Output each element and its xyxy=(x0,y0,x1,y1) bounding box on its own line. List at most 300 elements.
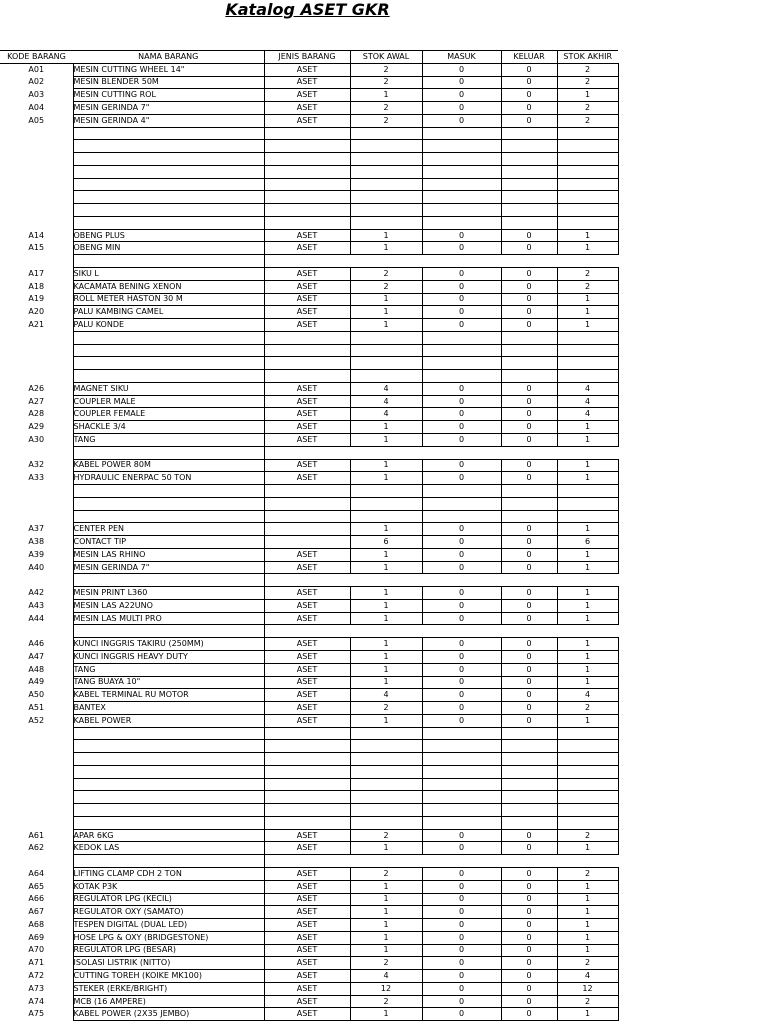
kode-cell[interactable]: A28 xyxy=(28,409,45,419)
masuk-cell[interactable]: 0 xyxy=(422,714,501,727)
nama-cell[interactable]: KACAMATA BENING XENON xyxy=(73,280,264,293)
jenis-cell[interactable]: ASET xyxy=(264,919,350,932)
keluar-cell[interactable]: 0 xyxy=(501,650,557,663)
stok-akhir-cell[interactable]: 1 xyxy=(557,638,618,651)
kode-cell[interactable]: A73 xyxy=(28,983,45,993)
jenis-cell[interactable]: ASET xyxy=(264,676,350,689)
stok-awal-cell[interactable]: 1 xyxy=(350,459,422,472)
nama-cell[interactable]: MESIN GERINDA 4" xyxy=(73,114,264,127)
keluar-cell[interactable] xyxy=(501,357,557,370)
masuk-cell[interactable] xyxy=(422,778,501,791)
keluar-cell[interactable]: 0 xyxy=(501,702,557,715)
jenis-cell[interactable] xyxy=(264,816,350,829)
jenis-cell[interactable]: ASET xyxy=(264,982,350,995)
kode-cell[interactable] xyxy=(0,497,73,510)
masuk-cell[interactable]: 0 xyxy=(422,1008,501,1021)
stok-awal-cell[interactable]: 1 xyxy=(350,523,422,536)
stok-awal-cell[interactable]: 1 xyxy=(350,548,422,561)
kode-cell[interactable]: A04 xyxy=(28,102,45,112)
keluar-cell[interactable] xyxy=(501,510,557,523)
kode-cell[interactable]: A37 xyxy=(28,524,45,534)
stok-akhir-cell[interactable] xyxy=(557,255,618,268)
masuk-cell[interactable]: 0 xyxy=(422,689,501,702)
stok-awal-cell[interactable] xyxy=(350,331,422,344)
masuk-cell[interactable] xyxy=(422,446,501,459)
kode-cell[interactable]: A17 xyxy=(28,268,45,278)
stok-akhir-cell[interactable] xyxy=(557,765,618,778)
stok-akhir-cell[interactable]: 1 xyxy=(557,293,618,306)
jenis-cell[interactable]: ASET xyxy=(264,382,350,395)
stok-akhir-cell[interactable] xyxy=(557,216,618,229)
stok-akhir-cell[interactable]: 2 xyxy=(557,268,618,281)
keluar-cell[interactable] xyxy=(501,778,557,791)
nama-cell[interactable] xyxy=(73,574,264,587)
kode-cell[interactable] xyxy=(0,791,73,804)
stok-awal-cell[interactable]: 2 xyxy=(350,280,422,293)
masuk-cell[interactable]: 0 xyxy=(422,650,501,663)
nama-cell[interactable] xyxy=(73,216,264,229)
keluar-cell[interactable] xyxy=(501,216,557,229)
stok-awal-cell[interactable]: 1 xyxy=(350,714,422,727)
stok-awal-cell[interactable]: 1 xyxy=(350,293,422,306)
masuk-cell[interactable]: 0 xyxy=(422,676,501,689)
nama-cell[interactable] xyxy=(73,740,264,753)
stok-akhir-cell[interactable]: 6 xyxy=(557,536,618,549)
keluar-cell[interactable]: 0 xyxy=(501,931,557,944)
stok-awal-cell[interactable]: 1 xyxy=(350,880,422,893)
kode-cell[interactable] xyxy=(0,216,73,229)
stok-awal-cell[interactable]: 1 xyxy=(350,306,422,319)
stok-awal-cell[interactable]: 4 xyxy=(350,689,422,702)
keluar-cell[interactable]: 0 xyxy=(501,472,557,485)
masuk-cell[interactable]: 0 xyxy=(422,102,501,115)
jenis-cell[interactable] xyxy=(264,574,350,587)
keluar-cell[interactable]: 0 xyxy=(501,459,557,472)
header-stok-akhir[interactable]: STOK AKHIR xyxy=(557,51,618,64)
stok-akhir-cell[interactable]: 2 xyxy=(557,868,618,881)
masuk-cell[interactable]: 0 xyxy=(422,395,501,408)
masuk-cell[interactable] xyxy=(422,331,501,344)
stok-akhir-cell[interactable] xyxy=(557,727,618,740)
stok-akhir-cell[interactable] xyxy=(557,510,618,523)
nama-cell[interactable]: PALU KAMBING CAMEL xyxy=(73,306,264,319)
stok-awal-cell[interactable]: 1 xyxy=(350,893,422,906)
nama-cell[interactable]: STEKER (ERKE/BRIGHT) xyxy=(73,982,264,995)
stok-awal-cell[interactable]: 1 xyxy=(350,421,422,434)
kode-cell[interactable] xyxy=(0,191,73,204)
nama-cell[interactable] xyxy=(73,510,264,523)
stok-awal-cell[interactable] xyxy=(350,204,422,217)
stok-awal-cell[interactable]: 12 xyxy=(350,982,422,995)
jenis-cell[interactable]: ASET xyxy=(264,893,350,906)
jenis-cell[interactable]: ASET xyxy=(264,268,350,281)
stok-awal-cell[interactable] xyxy=(350,370,422,383)
nama-cell[interactable]: MESIN CUTTING WHEEL 14" xyxy=(73,63,264,76)
nama-cell[interactable]: KABEL POWER (2X35 JEMBO) xyxy=(73,1008,264,1021)
masuk-cell[interactable] xyxy=(422,127,501,140)
nama-cell[interactable]: MESIN LAS MULTI PRO xyxy=(73,612,264,625)
nama-cell[interactable]: BANTEX xyxy=(73,702,264,715)
nama-cell[interactable]: TESPEN DIGITAL (DUAL LED) xyxy=(73,919,264,932)
masuk-cell[interactable]: 0 xyxy=(422,408,501,421)
kode-cell[interactable]: A47 xyxy=(28,651,45,661)
nama-cell[interactable] xyxy=(73,778,264,791)
masuk-cell[interactable]: 0 xyxy=(422,880,501,893)
jenis-cell[interactable]: ASET xyxy=(264,842,350,855)
jenis-cell[interactable]: ASET xyxy=(264,459,350,472)
masuk-cell[interactable]: 0 xyxy=(422,638,501,651)
keluar-cell[interactable]: 0 xyxy=(501,944,557,957)
kode-cell[interactable]: A48 xyxy=(28,664,45,674)
stok-akhir-cell[interactable]: 1 xyxy=(557,548,618,561)
nama-cell[interactable] xyxy=(73,753,264,766)
jenis-cell[interactable]: ASET xyxy=(264,395,350,408)
masuk-cell[interactable] xyxy=(422,204,501,217)
masuk-cell[interactable] xyxy=(422,357,501,370)
masuk-cell[interactable] xyxy=(422,753,501,766)
stok-akhir-cell[interactable] xyxy=(557,127,618,140)
nama-cell[interactable] xyxy=(73,625,264,638)
keluar-cell[interactable] xyxy=(501,331,557,344)
nama-cell[interactable] xyxy=(73,344,264,357)
nama-cell[interactable]: KEDOK LAS xyxy=(73,842,264,855)
kode-cell[interactable]: A44 xyxy=(28,613,45,623)
stok-akhir-cell[interactable]: 1 xyxy=(557,944,618,957)
masuk-cell[interactable]: 0 xyxy=(422,382,501,395)
stok-awal-cell[interactable]: 2 xyxy=(350,957,422,970)
masuk-cell[interactable]: 0 xyxy=(422,944,501,957)
keluar-cell[interactable]: 0 xyxy=(501,1008,557,1021)
nama-cell[interactable]: TANG xyxy=(73,663,264,676)
stok-akhir-cell[interactable]: 1 xyxy=(557,561,618,574)
kode-cell[interactable]: A05 xyxy=(28,115,45,125)
masuk-cell[interactable]: 0 xyxy=(422,421,501,434)
nama-cell[interactable]: MESIN LAS RHINO xyxy=(73,548,264,561)
kode-cell[interactable]: A18 xyxy=(28,281,45,291)
masuk-cell[interactable]: 0 xyxy=(422,280,501,293)
stok-awal-cell[interactable]: 2 xyxy=(350,829,422,842)
jenis-cell[interactable]: ASET xyxy=(264,1008,350,1021)
masuk-cell[interactable] xyxy=(422,791,501,804)
jenis-cell[interactable]: ASET xyxy=(264,906,350,919)
masuk-cell[interactable]: 0 xyxy=(422,587,501,600)
stok-awal-cell[interactable]: 2 xyxy=(350,114,422,127)
jenis-cell[interactable] xyxy=(264,523,350,536)
kode-cell[interactable] xyxy=(0,804,73,817)
masuk-cell[interactable] xyxy=(422,370,501,383)
stok-akhir-cell[interactable] xyxy=(557,804,618,817)
jenis-cell[interactable] xyxy=(264,255,350,268)
stok-akhir-cell[interactable]: 1 xyxy=(557,319,618,332)
keluar-cell[interactable]: 0 xyxy=(501,76,557,89)
masuk-cell[interactable]: 0 xyxy=(422,599,501,612)
stok-akhir-cell[interactable]: 4 xyxy=(557,395,618,408)
kode-cell[interactable] xyxy=(0,344,73,357)
stok-awal-cell[interactable] xyxy=(350,446,422,459)
keluar-cell[interactable] xyxy=(501,855,557,868)
nama-cell[interactable]: ROLL METER HASTON 30 M xyxy=(73,293,264,306)
stok-akhir-cell[interactable]: 1 xyxy=(557,893,618,906)
keluar-cell[interactable] xyxy=(501,140,557,153)
nama-cell[interactable] xyxy=(73,331,264,344)
nama-cell[interactable]: TANG BUAYA 10" xyxy=(73,676,264,689)
keluar-cell[interactable] xyxy=(501,165,557,178)
stok-akhir-cell[interactable]: 1 xyxy=(557,663,618,676)
stok-akhir-cell[interactable] xyxy=(557,791,618,804)
jenis-cell[interactable] xyxy=(264,357,350,370)
stok-awal-cell[interactable]: 1 xyxy=(350,1008,422,1021)
masuk-cell[interactable]: 0 xyxy=(422,319,501,332)
nama-cell[interactable]: MAGNET SIKU xyxy=(73,382,264,395)
nama-cell[interactable] xyxy=(73,140,264,153)
jenis-cell[interactable] xyxy=(264,625,350,638)
kode-cell[interactable]: A71 xyxy=(28,958,45,968)
jenis-cell[interactable]: ASET xyxy=(264,76,350,89)
nama-cell[interactable]: MESIN GERINDA 7" xyxy=(73,561,264,574)
kode-cell[interactable] xyxy=(0,165,73,178)
stok-awal-cell[interactable] xyxy=(350,816,422,829)
kode-cell[interactable]: A69 xyxy=(28,932,45,942)
stok-akhir-cell[interactable]: 1 xyxy=(557,714,618,727)
stok-akhir-cell[interactable] xyxy=(557,574,618,587)
jenis-cell[interactable]: ASET xyxy=(264,957,350,970)
stok-akhir-cell[interactable] xyxy=(557,191,618,204)
stok-awal-cell[interactable]: 1 xyxy=(350,612,422,625)
jenis-cell[interactable]: ASET xyxy=(264,587,350,600)
kode-cell[interactable] xyxy=(0,140,73,153)
keluar-cell[interactable] xyxy=(501,446,557,459)
kode-cell[interactable]: A50 xyxy=(28,690,45,700)
masuk-cell[interactable] xyxy=(422,765,501,778)
stok-akhir-cell[interactable] xyxy=(557,140,618,153)
stok-awal-cell[interactable]: 1 xyxy=(350,944,422,957)
stok-akhir-cell[interactable] xyxy=(557,625,618,638)
nama-cell[interactable]: REGULATOR LPG (BESAR) xyxy=(73,944,264,957)
keluar-cell[interactable] xyxy=(501,370,557,383)
keluar-cell[interactable]: 0 xyxy=(501,829,557,842)
masuk-cell[interactable]: 0 xyxy=(422,229,501,242)
masuk-cell[interactable]: 0 xyxy=(422,523,501,536)
nama-cell[interactable]: APAR 6KG xyxy=(73,829,264,842)
kode-cell[interactable]: A64 xyxy=(28,868,45,878)
nama-cell[interactable]: CUTTING TOREH (KOIKE MK100) xyxy=(73,970,264,983)
masuk-cell[interactable]: 0 xyxy=(422,893,501,906)
masuk-cell[interactable] xyxy=(422,855,501,868)
nama-cell[interactable]: COUPLER FEMALE xyxy=(73,408,264,421)
nama-cell[interactable]: MCB (16 AMPERE) xyxy=(73,995,264,1008)
stok-awal-cell[interactable]: 2 xyxy=(350,76,422,89)
stok-akhir-cell[interactable]: 1 xyxy=(557,931,618,944)
masuk-cell[interactable] xyxy=(422,165,501,178)
stok-awal-cell[interactable] xyxy=(350,740,422,753)
masuk-cell[interactable]: 0 xyxy=(422,842,501,855)
keluar-cell[interactable] xyxy=(501,497,557,510)
jenis-cell[interactable] xyxy=(264,804,350,817)
kode-cell[interactable]: A30 xyxy=(28,434,45,444)
jenis-cell[interactable]: ASET xyxy=(264,702,350,715)
nama-cell[interactable]: SIKU L xyxy=(73,268,264,281)
jenis-cell[interactable] xyxy=(264,191,350,204)
kode-cell[interactable]: A66 xyxy=(28,894,45,904)
stok-awal-cell[interactable]: 4 xyxy=(350,970,422,983)
keluar-cell[interactable]: 0 xyxy=(501,433,557,446)
stok-awal-cell[interactable] xyxy=(350,165,422,178)
keluar-cell[interactable]: 0 xyxy=(501,293,557,306)
stok-akhir-cell[interactable]: 1 xyxy=(557,89,618,102)
nama-cell[interactable] xyxy=(73,165,264,178)
masuk-cell[interactable]: 0 xyxy=(422,995,501,1008)
kode-cell[interactable] xyxy=(0,727,73,740)
stok-awal-cell[interactable] xyxy=(350,791,422,804)
stok-awal-cell[interactable] xyxy=(350,255,422,268)
nama-cell[interactable] xyxy=(73,765,264,778)
stok-akhir-cell[interactable] xyxy=(557,344,618,357)
stok-akhir-cell[interactable]: 1 xyxy=(557,523,618,536)
keluar-cell[interactable]: 0 xyxy=(501,536,557,549)
stok-akhir-cell[interactable] xyxy=(557,740,618,753)
kode-cell[interactable]: A26 xyxy=(28,383,45,393)
keluar-cell[interactable] xyxy=(501,153,557,166)
kode-cell[interactable]: A29 xyxy=(28,422,45,432)
masuk-cell[interactable]: 0 xyxy=(422,702,501,715)
keluar-cell[interactable] xyxy=(501,816,557,829)
keluar-cell[interactable]: 0 xyxy=(501,842,557,855)
masuk-cell[interactable]: 0 xyxy=(422,268,501,281)
stok-awal-cell[interactable] xyxy=(350,153,422,166)
masuk-cell[interactable] xyxy=(422,485,501,498)
stok-awal-cell[interactable] xyxy=(350,778,422,791)
keluar-cell[interactable] xyxy=(501,727,557,740)
masuk-cell[interactable] xyxy=(422,574,501,587)
kode-cell[interactable] xyxy=(0,855,73,868)
keluar-cell[interactable] xyxy=(501,485,557,498)
keluar-cell[interactable]: 0 xyxy=(501,689,557,702)
keluar-cell[interactable]: 0 xyxy=(501,319,557,332)
stok-akhir-cell[interactable]: 1 xyxy=(557,587,618,600)
stok-akhir-cell[interactable]: 1 xyxy=(557,459,618,472)
keluar-cell[interactable]: 0 xyxy=(501,663,557,676)
nama-cell[interactable]: KABEL TERMINAL RU MOTOR xyxy=(73,689,264,702)
jenis-cell[interactable]: ASET xyxy=(264,89,350,102)
stok-awal-cell[interactable]: 2 xyxy=(350,63,422,76)
kode-cell[interactable] xyxy=(0,255,73,268)
stok-awal-cell[interactable] xyxy=(350,485,422,498)
masuk-cell[interactable]: 0 xyxy=(422,306,501,319)
masuk-cell[interactable]: 0 xyxy=(422,906,501,919)
jenis-cell[interactable]: ASET xyxy=(264,114,350,127)
masuk-cell[interactable]: 0 xyxy=(422,663,501,676)
jenis-cell[interactable]: ASET xyxy=(264,599,350,612)
stok-akhir-cell[interactable]: 1 xyxy=(557,676,618,689)
jenis-cell[interactable]: ASET xyxy=(264,880,350,893)
masuk-cell[interactable]: 0 xyxy=(422,459,501,472)
stok-awal-cell[interactable] xyxy=(350,178,422,191)
jenis-cell[interactable] xyxy=(264,127,350,140)
jenis-cell[interactable]: ASET xyxy=(264,229,350,242)
stok-akhir-cell[interactable]: 1 xyxy=(557,599,618,612)
masuk-cell[interactable]: 0 xyxy=(422,561,501,574)
stok-awal-cell[interactable]: 1 xyxy=(350,919,422,932)
stok-awal-cell[interactable]: 4 xyxy=(350,408,422,421)
kode-cell[interactable] xyxy=(0,765,73,778)
nama-cell[interactable]: COUPLER MALE xyxy=(73,395,264,408)
stok-akhir-cell[interactable]: 1 xyxy=(557,472,618,485)
masuk-cell[interactable] xyxy=(422,255,501,268)
masuk-cell[interactable] xyxy=(422,140,501,153)
jenis-cell[interactable]: ASET xyxy=(264,421,350,434)
keluar-cell[interactable]: 0 xyxy=(501,306,557,319)
kode-cell[interactable] xyxy=(0,127,73,140)
nama-cell[interactable] xyxy=(73,446,264,459)
kode-cell[interactable]: A32 xyxy=(28,460,45,470)
nama-cell[interactable] xyxy=(73,727,264,740)
kode-cell[interactable] xyxy=(0,510,73,523)
stok-awal-cell[interactable] xyxy=(350,510,422,523)
stok-akhir-cell[interactable]: 1 xyxy=(557,612,618,625)
masuk-cell[interactable] xyxy=(422,816,501,829)
keluar-cell[interactable]: 0 xyxy=(501,268,557,281)
stok-awal-cell[interactable]: 1 xyxy=(350,906,422,919)
jenis-cell[interactable]: ASET xyxy=(264,868,350,881)
jenis-cell[interactable] xyxy=(264,204,350,217)
jenis-cell[interactable] xyxy=(264,331,350,344)
keluar-cell[interactable]: 0 xyxy=(501,612,557,625)
kode-cell[interactable]: A33 xyxy=(28,473,45,483)
stok-awal-cell[interactable]: 1 xyxy=(350,650,422,663)
keluar-cell[interactable]: 0 xyxy=(501,63,557,76)
keluar-cell[interactable]: 0 xyxy=(501,919,557,932)
stok-akhir-cell[interactable] xyxy=(557,485,618,498)
stok-awal-cell[interactable]: 2 xyxy=(350,702,422,715)
kode-cell[interactable] xyxy=(0,178,73,191)
keluar-cell[interactable]: 0 xyxy=(501,421,557,434)
jenis-cell[interactable]: ASET xyxy=(264,561,350,574)
stok-awal-cell[interactable]: 1 xyxy=(350,842,422,855)
nama-cell[interactable] xyxy=(73,153,264,166)
jenis-cell[interactable] xyxy=(264,178,350,191)
masuk-cell[interactable]: 0 xyxy=(422,242,501,255)
nama-cell[interactable]: KUNCI INGGRIS TAKIRU (250MM) xyxy=(73,638,264,651)
header-kode-barang[interactable]: KODE BARANG xyxy=(0,51,73,64)
keluar-cell[interactable]: 0 xyxy=(501,982,557,995)
kode-cell[interactable] xyxy=(0,816,73,829)
stok-akhir-cell[interactable] xyxy=(557,497,618,510)
stok-akhir-cell[interactable]: 2 xyxy=(557,995,618,1008)
kode-cell[interactable] xyxy=(0,485,73,498)
keluar-cell[interactable]: 0 xyxy=(501,229,557,242)
kode-cell[interactable]: A20 xyxy=(28,307,45,317)
stok-akhir-cell[interactable]: 2 xyxy=(557,102,618,115)
kode-cell[interactable] xyxy=(0,153,73,166)
keluar-cell[interactable]: 0 xyxy=(501,970,557,983)
kode-cell[interactable]: A68 xyxy=(28,919,45,929)
keluar-cell[interactable]: 0 xyxy=(501,676,557,689)
nama-cell[interactable]: HOSE LPG & OXY (BRIDGESTONE) xyxy=(73,931,264,944)
kode-cell[interactable]: A40 xyxy=(28,562,45,572)
masuk-cell[interactable] xyxy=(422,740,501,753)
kode-cell[interactable] xyxy=(0,370,73,383)
kode-cell[interactable] xyxy=(0,778,73,791)
stok-akhir-cell[interactable]: 1 xyxy=(557,880,618,893)
nama-cell[interactable]: MESIN PRINT L360 xyxy=(73,587,264,600)
jenis-cell[interactable] xyxy=(264,370,350,383)
stok-awal-cell[interactable] xyxy=(350,357,422,370)
masuk-cell[interactable]: 0 xyxy=(422,868,501,881)
nama-cell[interactable]: MESIN GERINDA 7" xyxy=(73,102,264,115)
masuk-cell[interactable]: 0 xyxy=(422,293,501,306)
jenis-cell[interactable]: ASET xyxy=(264,242,350,255)
nama-cell[interactable] xyxy=(73,485,264,498)
